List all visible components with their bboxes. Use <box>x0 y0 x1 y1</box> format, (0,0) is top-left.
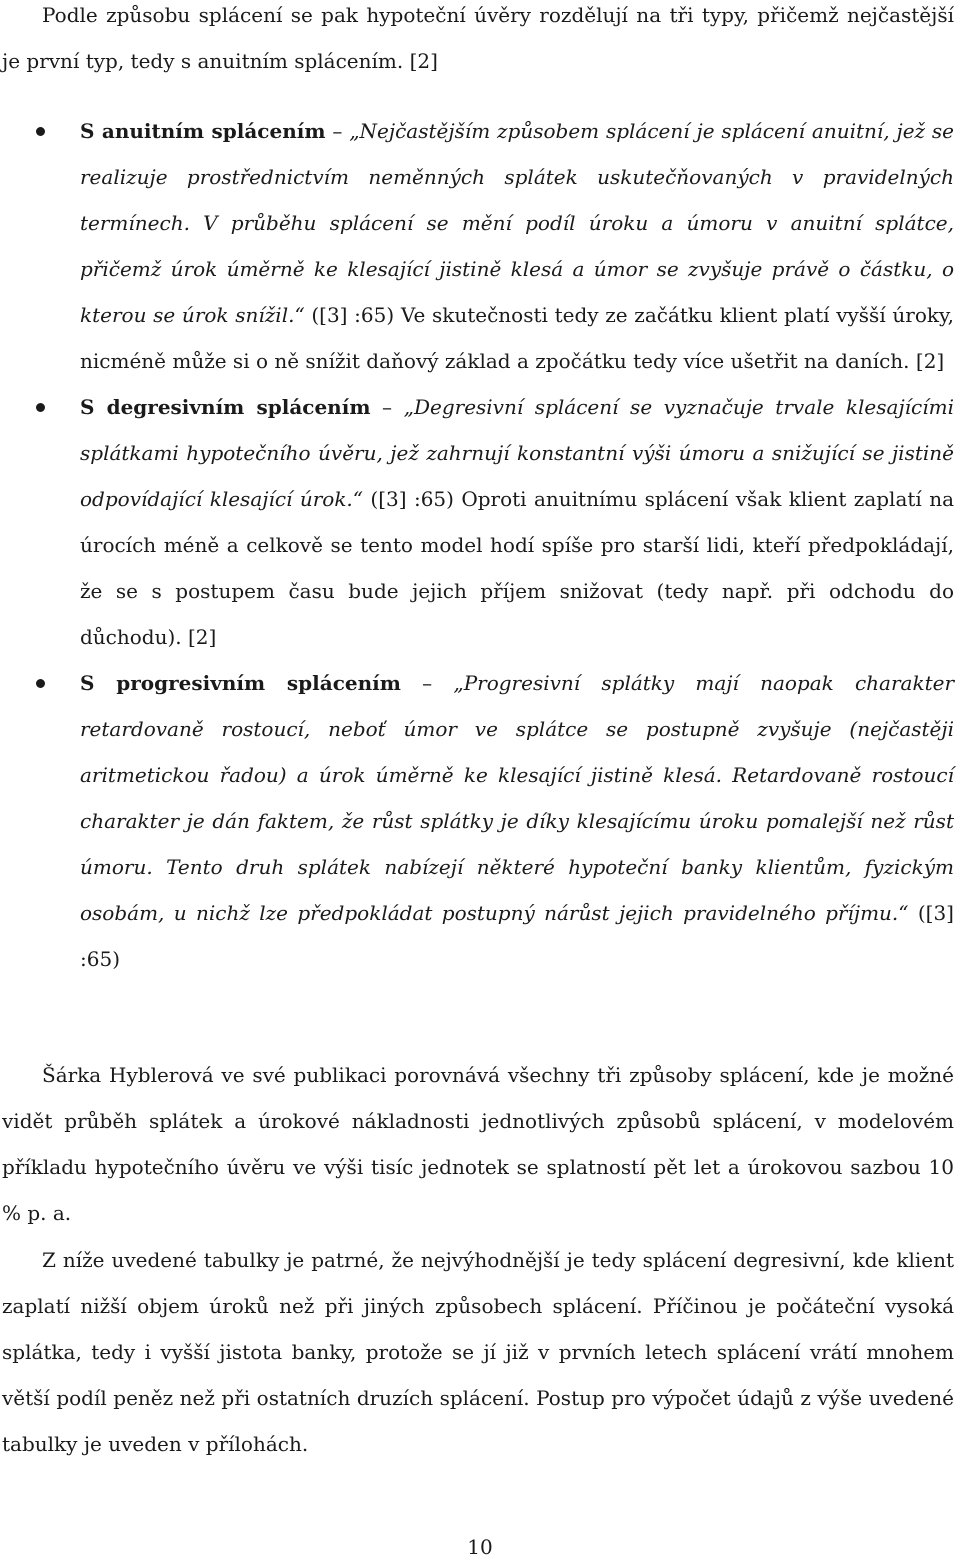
list-item-dash: – <box>370 395 404 419</box>
list-item-text: ([3] :65) Oproti anuitnímu splácení však klient zaplatí na úrocích méně a celkově se tento model hodí spíše pro starší lidi, kteří předpokládají, že se s postupem času bude jejich příjem snižovat (tedy např. při odchodu do důchodu). [2] <box>80 487 955 649</box>
list-item-term: S degresivním splácením <box>80 395 371 419</box>
bullet-icon <box>36 679 45 688</box>
list-item-annuity <box>0 108 954 384</box>
repayment-types-list <box>0 108 954 982</box>
list-item-text: ([3] :65) Ve skutečnosti tedy ze začátku klient platí vyšší úroky, nicméně může si o ně snížit daňový základ a zpočátku tedy více ušetřit na daních. [2] <box>80 303 954 373</box>
comparison-paragraph: Šárka Hyblerová ve své publikaci porovnává všechny tři způsoby splácení, kde je možné vidět průběh splátek a úrokové nákladnosti jednotlivých způsobů splácení, v modelovém příkladu hypotečního úvěru ve výši tisíc jednotek se splatností pět let a úrokovou sazbou 10 % p. a. <box>2 1063 954 1225</box>
list-item-dash: – <box>400 671 454 695</box>
conclusion-paragraph: Z níže uvedené tabulky je patrné, že nejvýhodnější je tedy splácení degresivní, kde klient zaplatí nižší objem úroků než při jiných způsobech splácení. Příčinou je počáteční vysoká splátka, tedy i vyšší jistota banky, protože se jí již v prvních letech splácení vrátí mnohem větší podíl peněz než při ostatních druzích splácení. Postup pro výpočet údajů z výše uvedené tabulky je uveden v přílohách. <box>2 1248 954 1456</box>
list-item-quote: „Progresivní splátky mají naopak charakter retardovaně rostoucí, neboť úmor ve splátce se postupně zvyšuje (nejčastěji aritmetickou řadou) a úrok úměrně ke klesající jistině klesá. Retardovaně rostoucí charakter je dán faktem, že růst splátky je díky klesajícímu úroku pomalejší než růst úmoru. Tento druh splátek nabízejí některé hypoteční banky klientům, fyzickým osobám, u nichž lze předpokládat postupný nárůst jejich pravidelného příjmu.“ <box>80 671 955 925</box>
intro-paragraph: Podle způsobu splácení se pak hypoteční úvěry rozdělují na tři typy, přičemž nejčastější je první typ, tedy s anuitním splácením. [2] <box>2 3 954 73</box>
list-item-dash: – <box>325 119 350 143</box>
list-item-progressive <box>0 660 954 982</box>
bullet-icon <box>36 127 45 136</box>
list-item-quote: „Degresivní splácení se vyznačuje trvale klesajícími splátkami hypotečního úvěru, jež zahrnují konstantní výši úmoru a snižující se jistině odpovídající klesající úrok.“ <box>80 395 955 511</box>
list-item-degressive <box>0 384 954 660</box>
list-item-term: S anuitním splácením <box>80 119 326 143</box>
list-item-term: S progresivním splácením <box>80 671 401 695</box>
list-item-text: ([3] :65) <box>80 901 954 971</box>
page-number: 10 <box>467 1535 493 1559</box>
bullet-icon <box>36 403 45 412</box>
list-item-quote: „Nejčastějším způsobem splácení je splácení anuitní, jež se realizuje prostřednictvím neměnných splátek uskutečňovaných v pravidelných termínech. V průběhu splácení se mění podíl úroku a úmoru v anuitní splátce, přičemž úrok úměrně ke klesající jistině klesá a úmor se zvyšuje právě o částku, o kterou se úrok snížil.“ <box>80 119 955 327</box>
